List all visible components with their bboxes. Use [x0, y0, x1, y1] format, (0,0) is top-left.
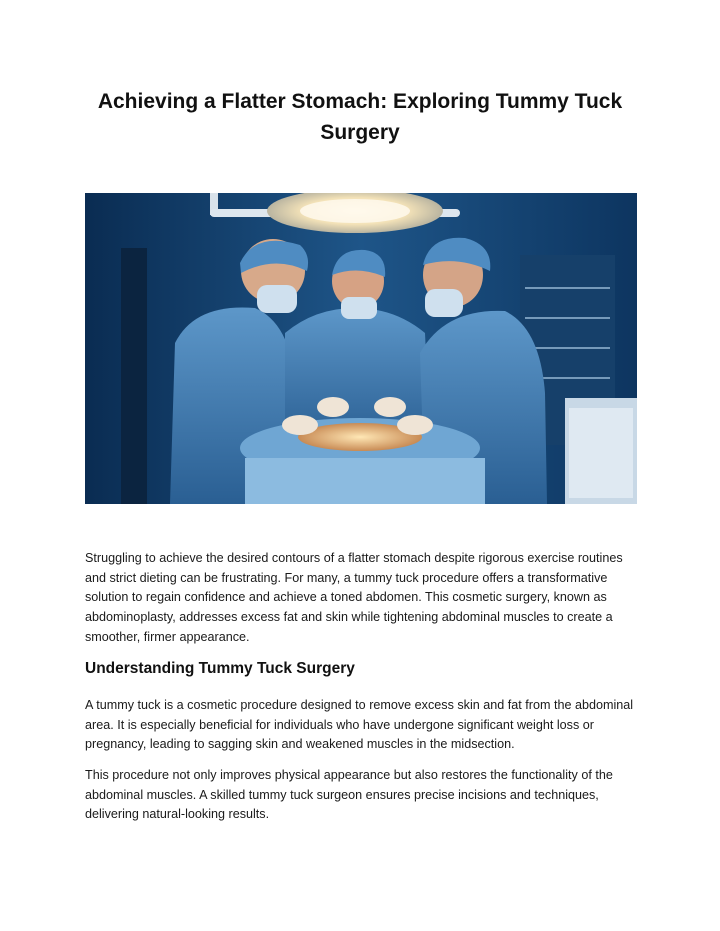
section-paragraph-1: A tummy tuck is a cosmetic procedure designed to remove excess skin and fat from the abdominal area. It is especially beneficial for individuals who have undergone significant weight loss or pregnancy, leading to sagging skin and weakened muscles in the midsection.: [85, 698, 634, 752]
page-title: Achieving a Flatter Stomach: Exploring Tummy Tuck Surgery: [97, 90, 623, 144]
section-heading: Understanding Tummy Tuck Surgery: [85, 660, 355, 677]
intro-paragraph: Struggling to achieve the desired contours of a flatter stomach despite rigorous exercise routines and strict dieting can be frustrating. For many, a tummy tuck procedure offers a transformative solution to regain confidence and achieve a toned abdomen. This cosmetic surgery, known as abdominoplasty, addresses excess fat and skin while tightening abdominal muscles to create a smoother, firmer appearance.: [85, 551, 623, 644]
section-paragraph-2: This procedure not only improves physical appearance but also restores the functionality of the abdominal muscles. A skilled tummy tuck surgeon ensures precise incisions and techniques, delivering natural-looking results.: [85, 768, 613, 822]
surgery-photo: [85, 193, 637, 504]
